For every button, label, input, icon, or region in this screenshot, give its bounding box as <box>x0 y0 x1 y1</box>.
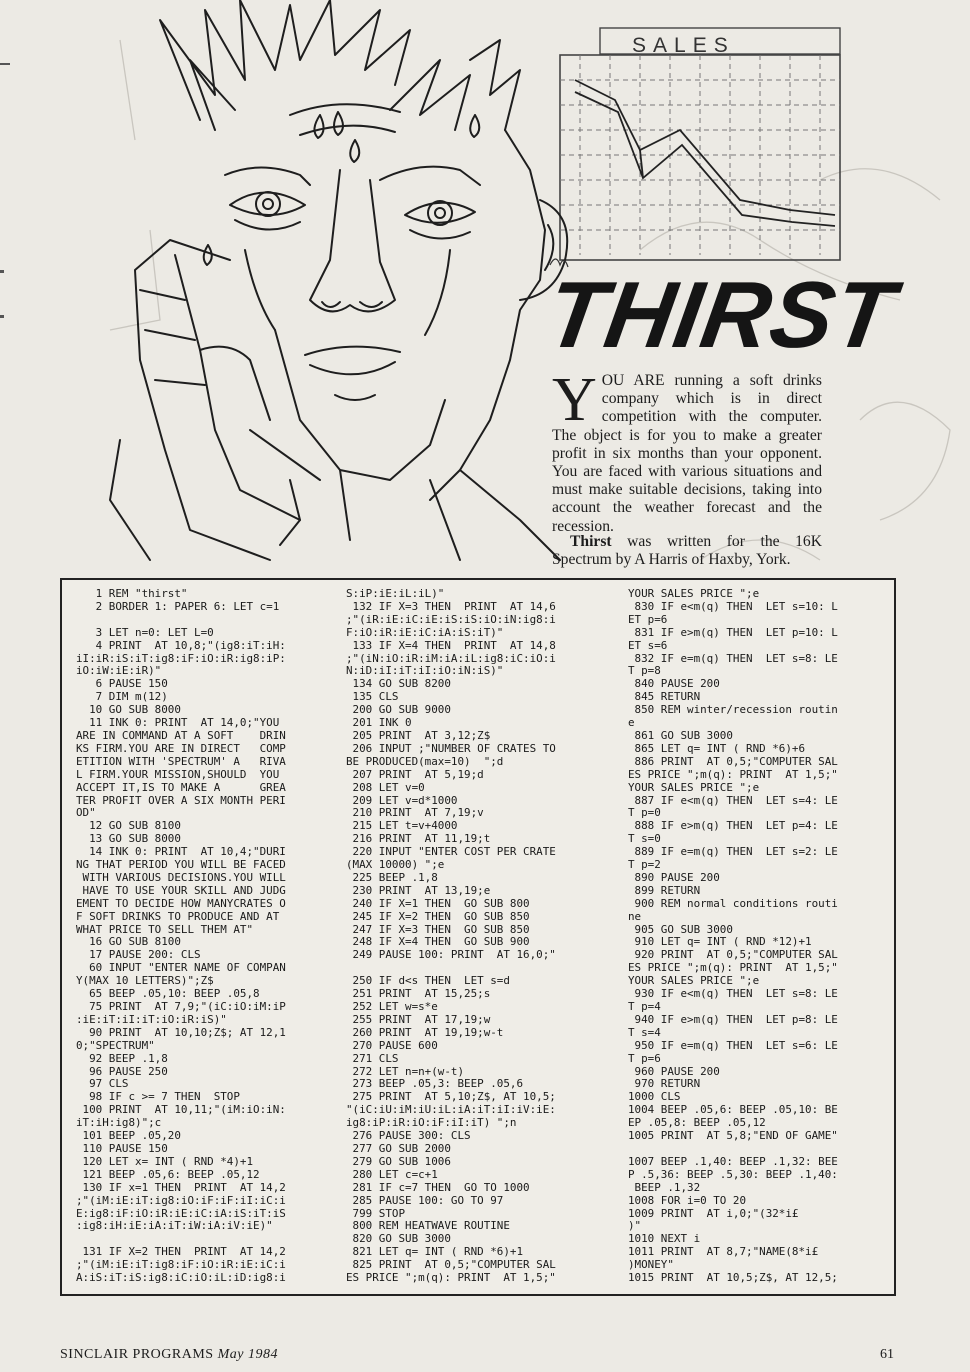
binder-mark <box>0 63 10 65</box>
listing-column-3: YOUR SALES PRICE ";e 830 IF e<m(q) THEN LET s=10: L ET p=6 831 IF e>m(q) THEN LET p=10: L ET s=6 832 IF e=m(q) THEN LET s=8: LE T p=8 840 PAUSE 200 845 RETURN 850 REM winter/recession routin e 861 GO SUB 3000 865 LET q= INT ( RND *6)+6 886 PRINT AT 0,5;"COMPUTER SAL ES PRICE ";m(q): PRINT AT 1,5;" YOUR SALES PRICE ";e 887 IF e<m(q) THEN LET s=4: LE T p=0 888 IF e>m(q) THEN LET p=4: LE T s=0 889 IF e=m(q) THEN LET s=2: LE T p=2 890 PAUSE 200 899 RETURN 900 REM normal conditions routi ne 905 GO SUB 3000 910 LET q= INT ( RND *12)+1 920 PRINT AT 0,5;"COMPUTER SAL ES PRICE ";m(q): PRINT AT 1,5;" YOUR SALES PRICE ";e 930 IF e<m(q) THEN LET s=8: LE T p=4 940 IF e>m(q) THEN LET p=8: LE T s=4 950 IF e=m(q) THEN LET s=6: LE T p=6 960 PAUSE 200 970 RETURN 1000 CLS 1004 BEEP .05,6: BEEP .05,10: BE EP .05,8: BEEP .05,12 1005 PRINT AT 5,8;"END OF GAME" 1007 BEEP .1,40: BEEP .1,32: BEE P .5,36: BEEP .5,30: BEEP .1,40: BEEP .1,32 1008 FOR i=0 TO 20 1009 PRINT AT i,0;"(32*i£ )" 1010 NEXT i 1011 PRINT AT 8,7;"NAME(8*i£ )MONEY" 1015 PRINT AT 10,5;Z$, AT 12,5; <box>628 587 838 1285</box>
sales-chart <box>560 28 840 260</box>
article-title: THIRST <box>539 262 902 367</box>
page-number: 61 <box>880 1347 894 1362</box>
listing-column-2: S:iP:iE:iL:iL)" 132 IF X=3 THEN PRINT AT 14,6 ;"(iR:iE:iC:iE:iS:iS:iO:iN:ig8:i F:iO:iR:iE:iC:iA:iS:iT)" 133 IF X=4 THEN PRINT AT 14,8 ;"(iN:iO:iR:iM:iA:iL:ig8:iC:iO:i N:iD:iI:iT:iI:iO:iN:iS)" 134 GO SUB 8200 135 CLS 200 GO SUB 9000 201 INK 0 205 PRINT AT 3,12;Z$ 206 INPUT ;"NUMBER OF CRATES TO BE PRODUCED(max=10) ";d 207 PRINT AT 5,19;d 208 LET v=0 209 LET v=d*1000 210 PRINT AT 7,19;v 215 LET t=v+4000 216 PRINT AT 11,19;t 220 INPUT "ENTER COST PER CRATE (MAX 10000) ";e 225 BEEP .1,8 230 PRINT AT 13,19;e 240 IF X=1 THEN GO SUB 800 245 IF X=2 THEN GO SUB 850 247 IF X=3 THEN GO SUB 850 248 IF X=4 THEN GO SUB 900 249 PAUSE 100: PRINT AT 16,0;" 250 IF d<s THEN LET s=d 251 PRINT AT 15,25;s 252 LET w=s*e 255 PRINT AT 17,19;w 260 PRINT AT 19,19;w-t 270 PAUSE 600 271 CLS 272 LET n=n+(w-t) 273 BEEP .05,3: BEEP .05,6 275 PRINT AT 5,10;Z$, AT 10,5; "(iC:iU:iM:iU:iL:iA:iT:iI:iV:iE: ig8:iP:iR:iO:iF:iI:iT) ";n 276 PAUSE 300: CLS 277 GO SUB 2000 279 GO SUB 1006 280 LET c=c+1 281 IF c=7 THEN GO TO 1000 285 PAUSE 100: GO TO 97 799 STOP 800 REM HEATWAVE ROUTINE 820 GO SUB 3000 821 LET q= INT ( RND *6)+1 825 PRINT AT 0,5;"COMPUTER SAL ES PRICE ";m(q): PRINT AT 1,5;" <box>346 587 556 1285</box>
credit-text: was written for the 16K Spectrum by A Harris of Haxby, York. <box>552 533 822 569</box>
binder-mark <box>0 315 4 318</box>
article-intro <box>552 366 822 536</box>
sales-chart-label: SALES <box>632 34 735 57</box>
program-listing <box>60 578 896 1296</box>
listing-column-1: 1 REM "thirst" 2 BORDER 1: PAPER 6: LET c=1 3 LET n=0: LET L=0 4 PRINT AT 10,8;"(ig8:iT:iH: iI:iR:iS:iT:ig8:iF:iO:iR:ig8:iP: iO:iW:iE:iR)" 6 PAUSE 150 7 DIM m(12) 10 GO SUB 8000 11 INK 0: PRINT AT 14,0;"YOU ARE IN COMMAND AT A SOFT DRIN KS FIRM.YOU ARE IN DIRECT COMP ETITION WITH 'SPECTRUM' A RIVA L FIRM.YOUR MISSION,SHOULD YOU ACCEPT IT,IS TO MAKE A GREA TER PROFIT OVER A SIX MONTH PERI OD" 12 GO SUB 8100 13 GO SUB 8000 14 INK 0: PRINT AT 10,4;"DURI NG THAT PERIOD YOU WILL BE FACED WITH VARIOUS DECISIONS.YOU WILL HAVE TO USE YOUR SKILL AND JUDG EMENT TO DECIDE HOW MANYCRATES O F SOFT DRINKS TO PRODUCE AND AT WHAT PRICE TO SELL THEM AT" 16 GO SUB 8100 17 PAUSE 200: CLS 60 INPUT "ENTER NAME OF COMPAN Y(MAX 10 LETTERS)";Z$ 65 BEEP .05,10: BEEP .05,8 75 PRINT AT 7,9;"(iC:iO:iM:iP :iE:iT:iI:iT:iO:iR:iS)" 90 PRINT AT 10,10;Z$; AT 12,1 0;"SPECTRUM" 92 BEEP .1,8 96 PAUSE 250 97 CLS 98 IF c >= 7 THEN STOP 100 PRINT AT 10,11;"(iM:iO:iN: iT:iH:ig8)";c 101 BEEP .05,20 110 PAUSE 150 120 LET x= INT ( RND *4)+1 121 BEEP .05,6: BEEP .05,12 130 IF x=1 THEN PRINT AT 14,2 ;"(iM:iE:iT:ig8:iO:iF:iF:iI:iC:i E:ig8:iF:iO:iR:iE:iC:iA:iS:iT:iS :ig8:iH:iE:iA:iT:iW:iA:iV:iE)" 131 IF X=2 THEN PRINT AT 14,2 ;"(iM:iE:iT:ig8:iF:iO:iR:iE:iC:i A:iS:iT:iS:ig8:iC:iO:iL:iD:ig8:i <box>76 587 286 1285</box>
page-footer <box>60 1347 278 1363</box>
magazine-name: SINCLAIR PROGRAMS <box>60 1347 214 1362</box>
binder-mark <box>0 270 4 273</box>
article-credit <box>552 533 822 569</box>
drop-cap: Y <box>552 366 597 434</box>
issue-date: May 1984 <box>217 1347 278 1362</box>
intro-text: OU ARE running a soft drinks company which is in direct competition with the computer. The object is for you to make a greater profit in six months than your opponent. You are faced with various situations and must make suitable decisions, taking into account the weather forecast and the recession. <box>552 372 822 535</box>
worried-face-drawing <box>110 0 567 560</box>
credit-program-name: Thirst <box>570 533 612 550</box>
